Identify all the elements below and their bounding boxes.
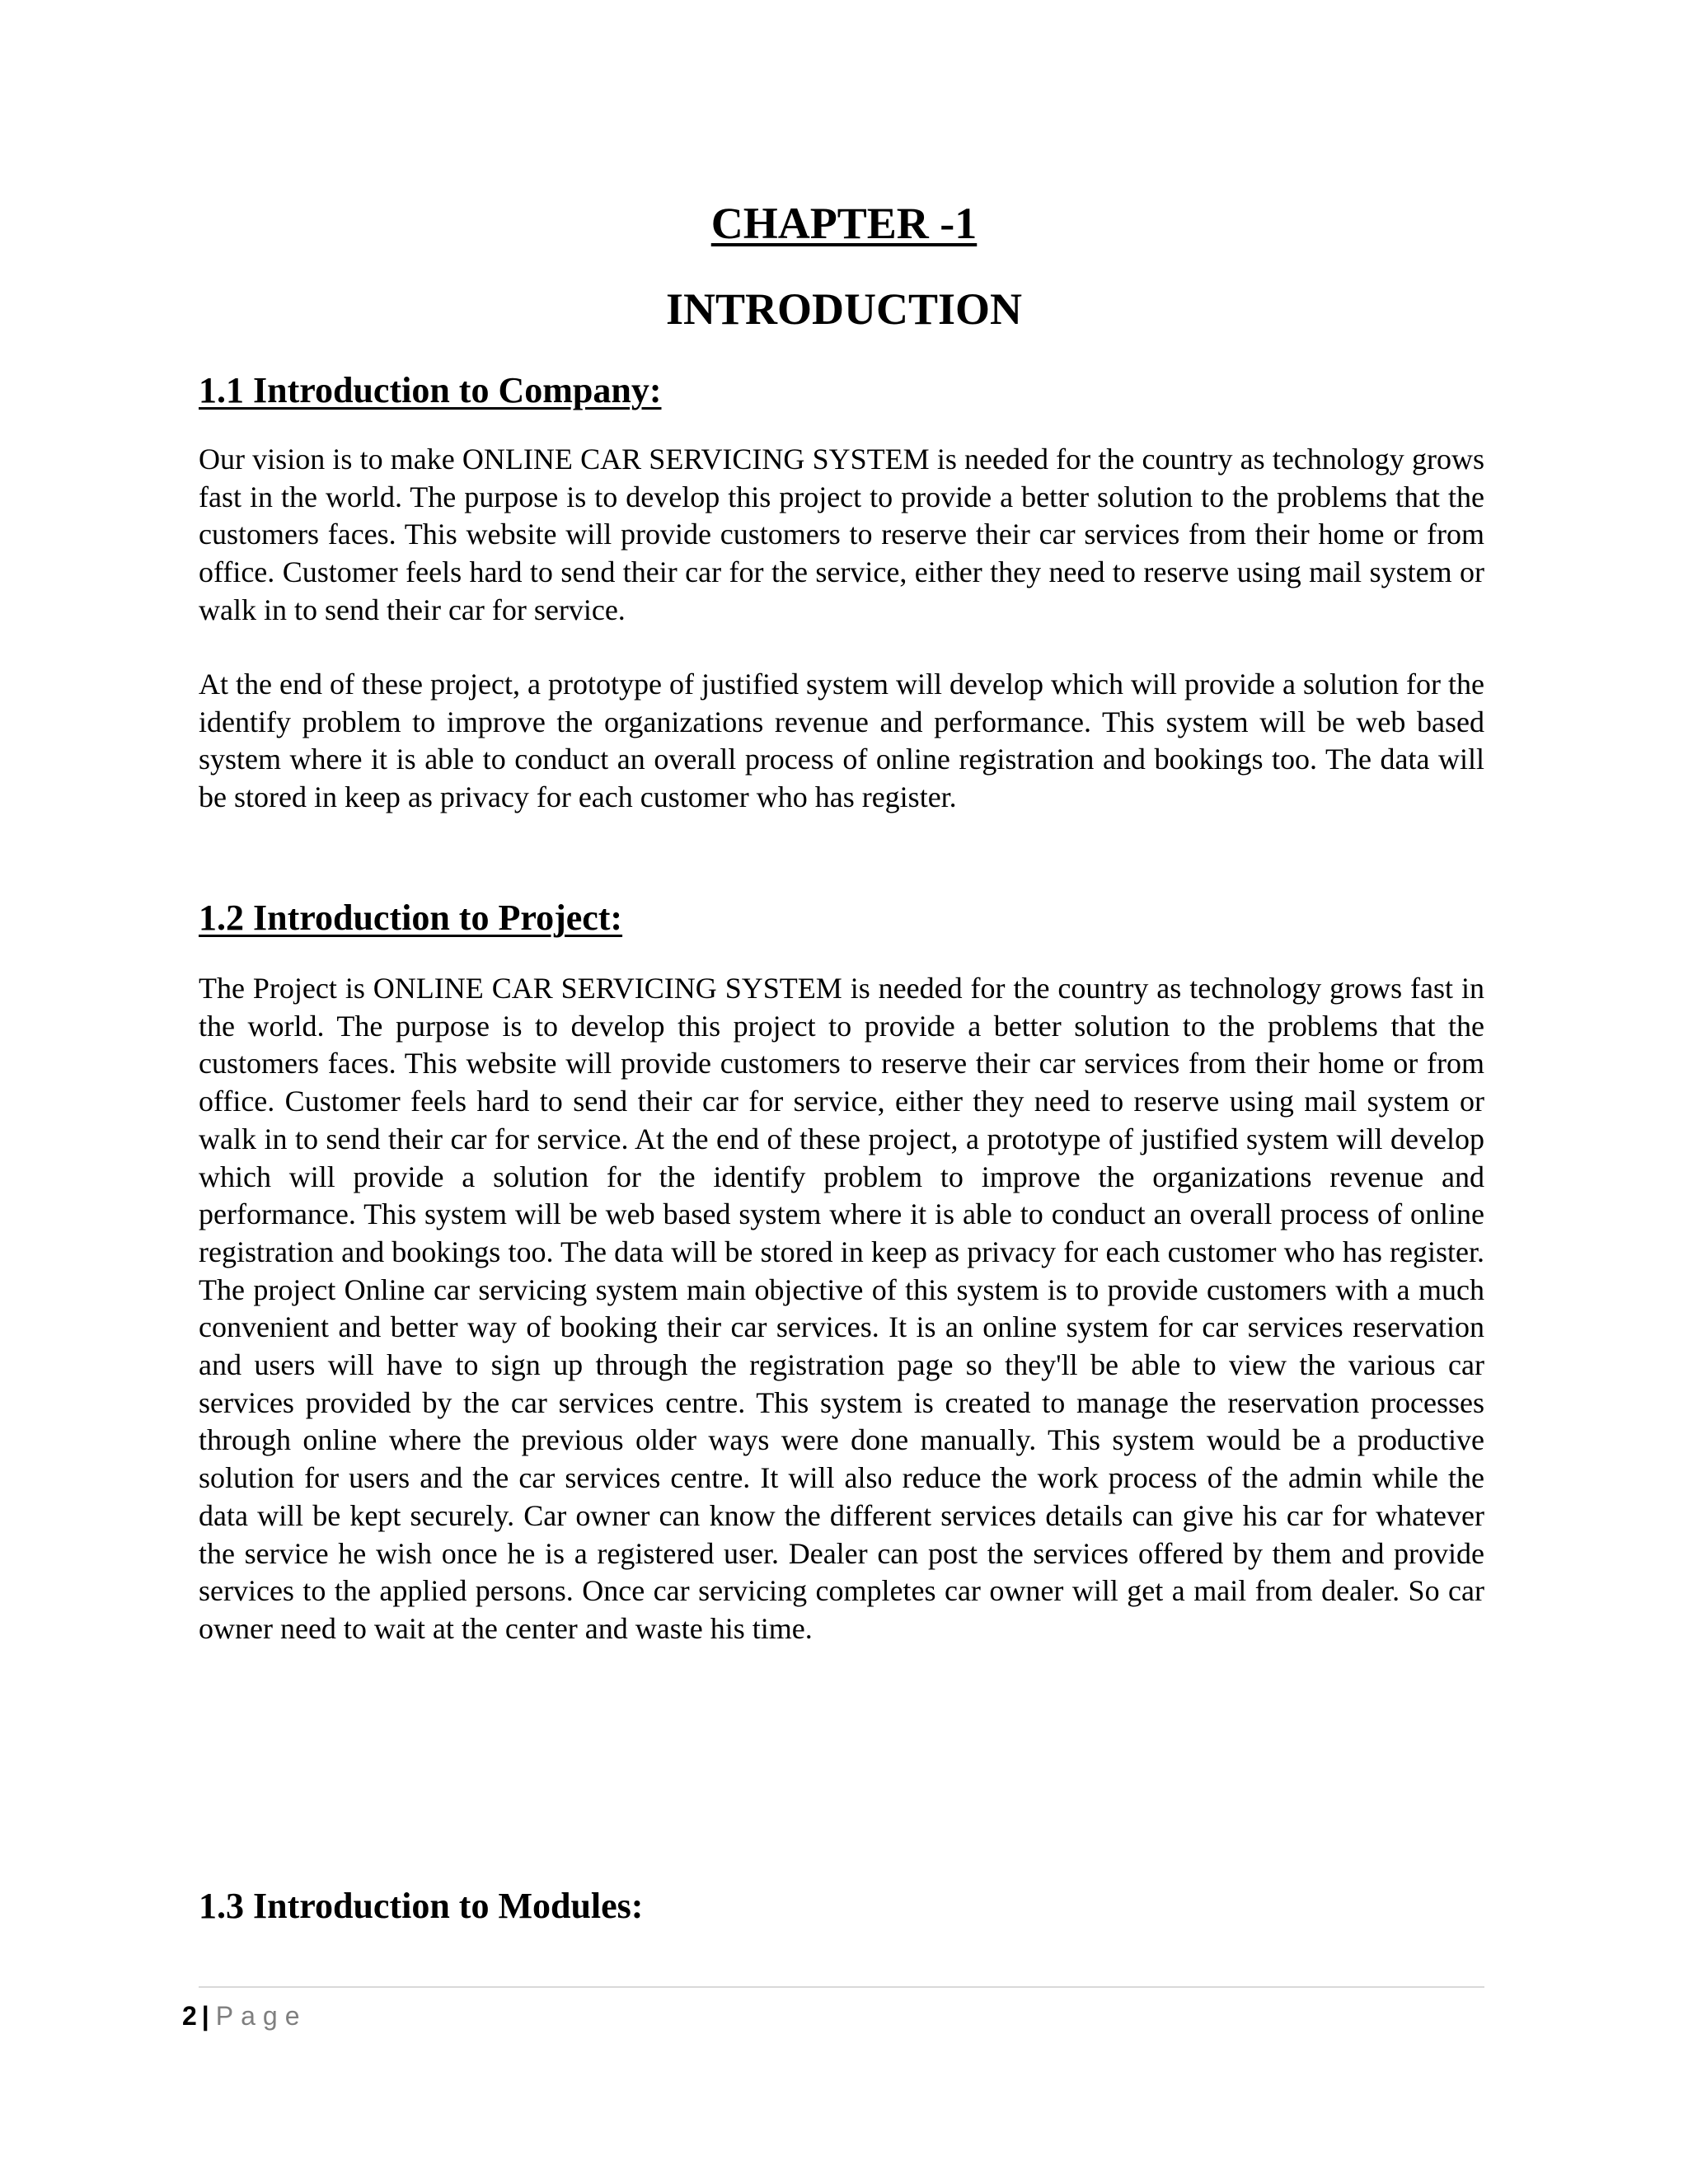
footer-divider	[199, 1986, 1484, 1988]
project-paragraph-1: The Project is ONLINE CAR SERVICING SYSTEM is needed for the country as technology grows fast in the world. The purpose is to develop this project to provide a better solution to the problems that the customers faces. This website will provide customers to reserve their car services from their home or from office. Customer feels hard to send their car for service, either they need to reserve using mail system or walk in to send their car for service. At the end of these project, a prototype of justified system will develop which will provide a solution for the identify problem to improve the organizations revenue and performance. This system will be web based system where it is able to conduct an overall process of online registration and bookings too. The data will be stored in keep as privacy for each customer who has register. The project Online car servicing system main objective of this system is to provide customers with a much convenient and better way of booking their car services. It is an online system for car services reservation and users will have to sign up through the registration page so they'll be able to view the various car services provided by the car services centre. This system is created to manage the reservation processes through online where the previous older ways were done manually. This system would be a productive solution for users and the car services centre. It will also reduce the work process of the admin while the data will be kept securely. Car owner can know the different services details can give his car for whatever the service he wish once he is a registered user. Dealer can post the services offered by them and provide services to the applied persons. Once car servicing completes car owner will get a mail from dealer. So car owner need to wait at the center and waste his time.	[199, 972, 1484, 1645]
page-footer	[182, 1998, 307, 2034]
chapter-title: INTRODUCTION	[665, 284, 1023, 334]
page-word: Page	[215, 2001, 307, 2031]
page-number: 2	[182, 2001, 197, 2031]
section-heading-company: 1.1 Introduction to Company:	[199, 370, 662, 410]
company-paragraph-1: Our vision is to make ONLINE CAR SERVICING SYSTEM is needed for the country as technology grows fast in the world. The purpose is to develop this project to provide a better solution to the problems that the customers faces. This website will provide customers to reserve their car services from their home or from office. Customer feels hard to send their car for the service, either they need to reserve using mail system or walk in to send their car for service.	[199, 443, 1484, 626]
section-heading-modules: 1.3 Introduction to Modules:	[199, 1886, 644, 1926]
section-heading-project: 1.2 Introduction to Project:	[199, 898, 623, 938]
company-paragraph-2: At the end of these project, a prototype of justified system will develop which will provide a solution for the identify problem to improve the organizations revenue and performance. This system will be web based system where it is able to conduct an overall process of online registration and bookings too. The data will be stored in keep as privacy for each customer who has register.	[199, 668, 1484, 814]
footer-separator: |	[201, 2001, 209, 2031]
chapter-label: CHAPTER -1	[710, 199, 978, 248]
